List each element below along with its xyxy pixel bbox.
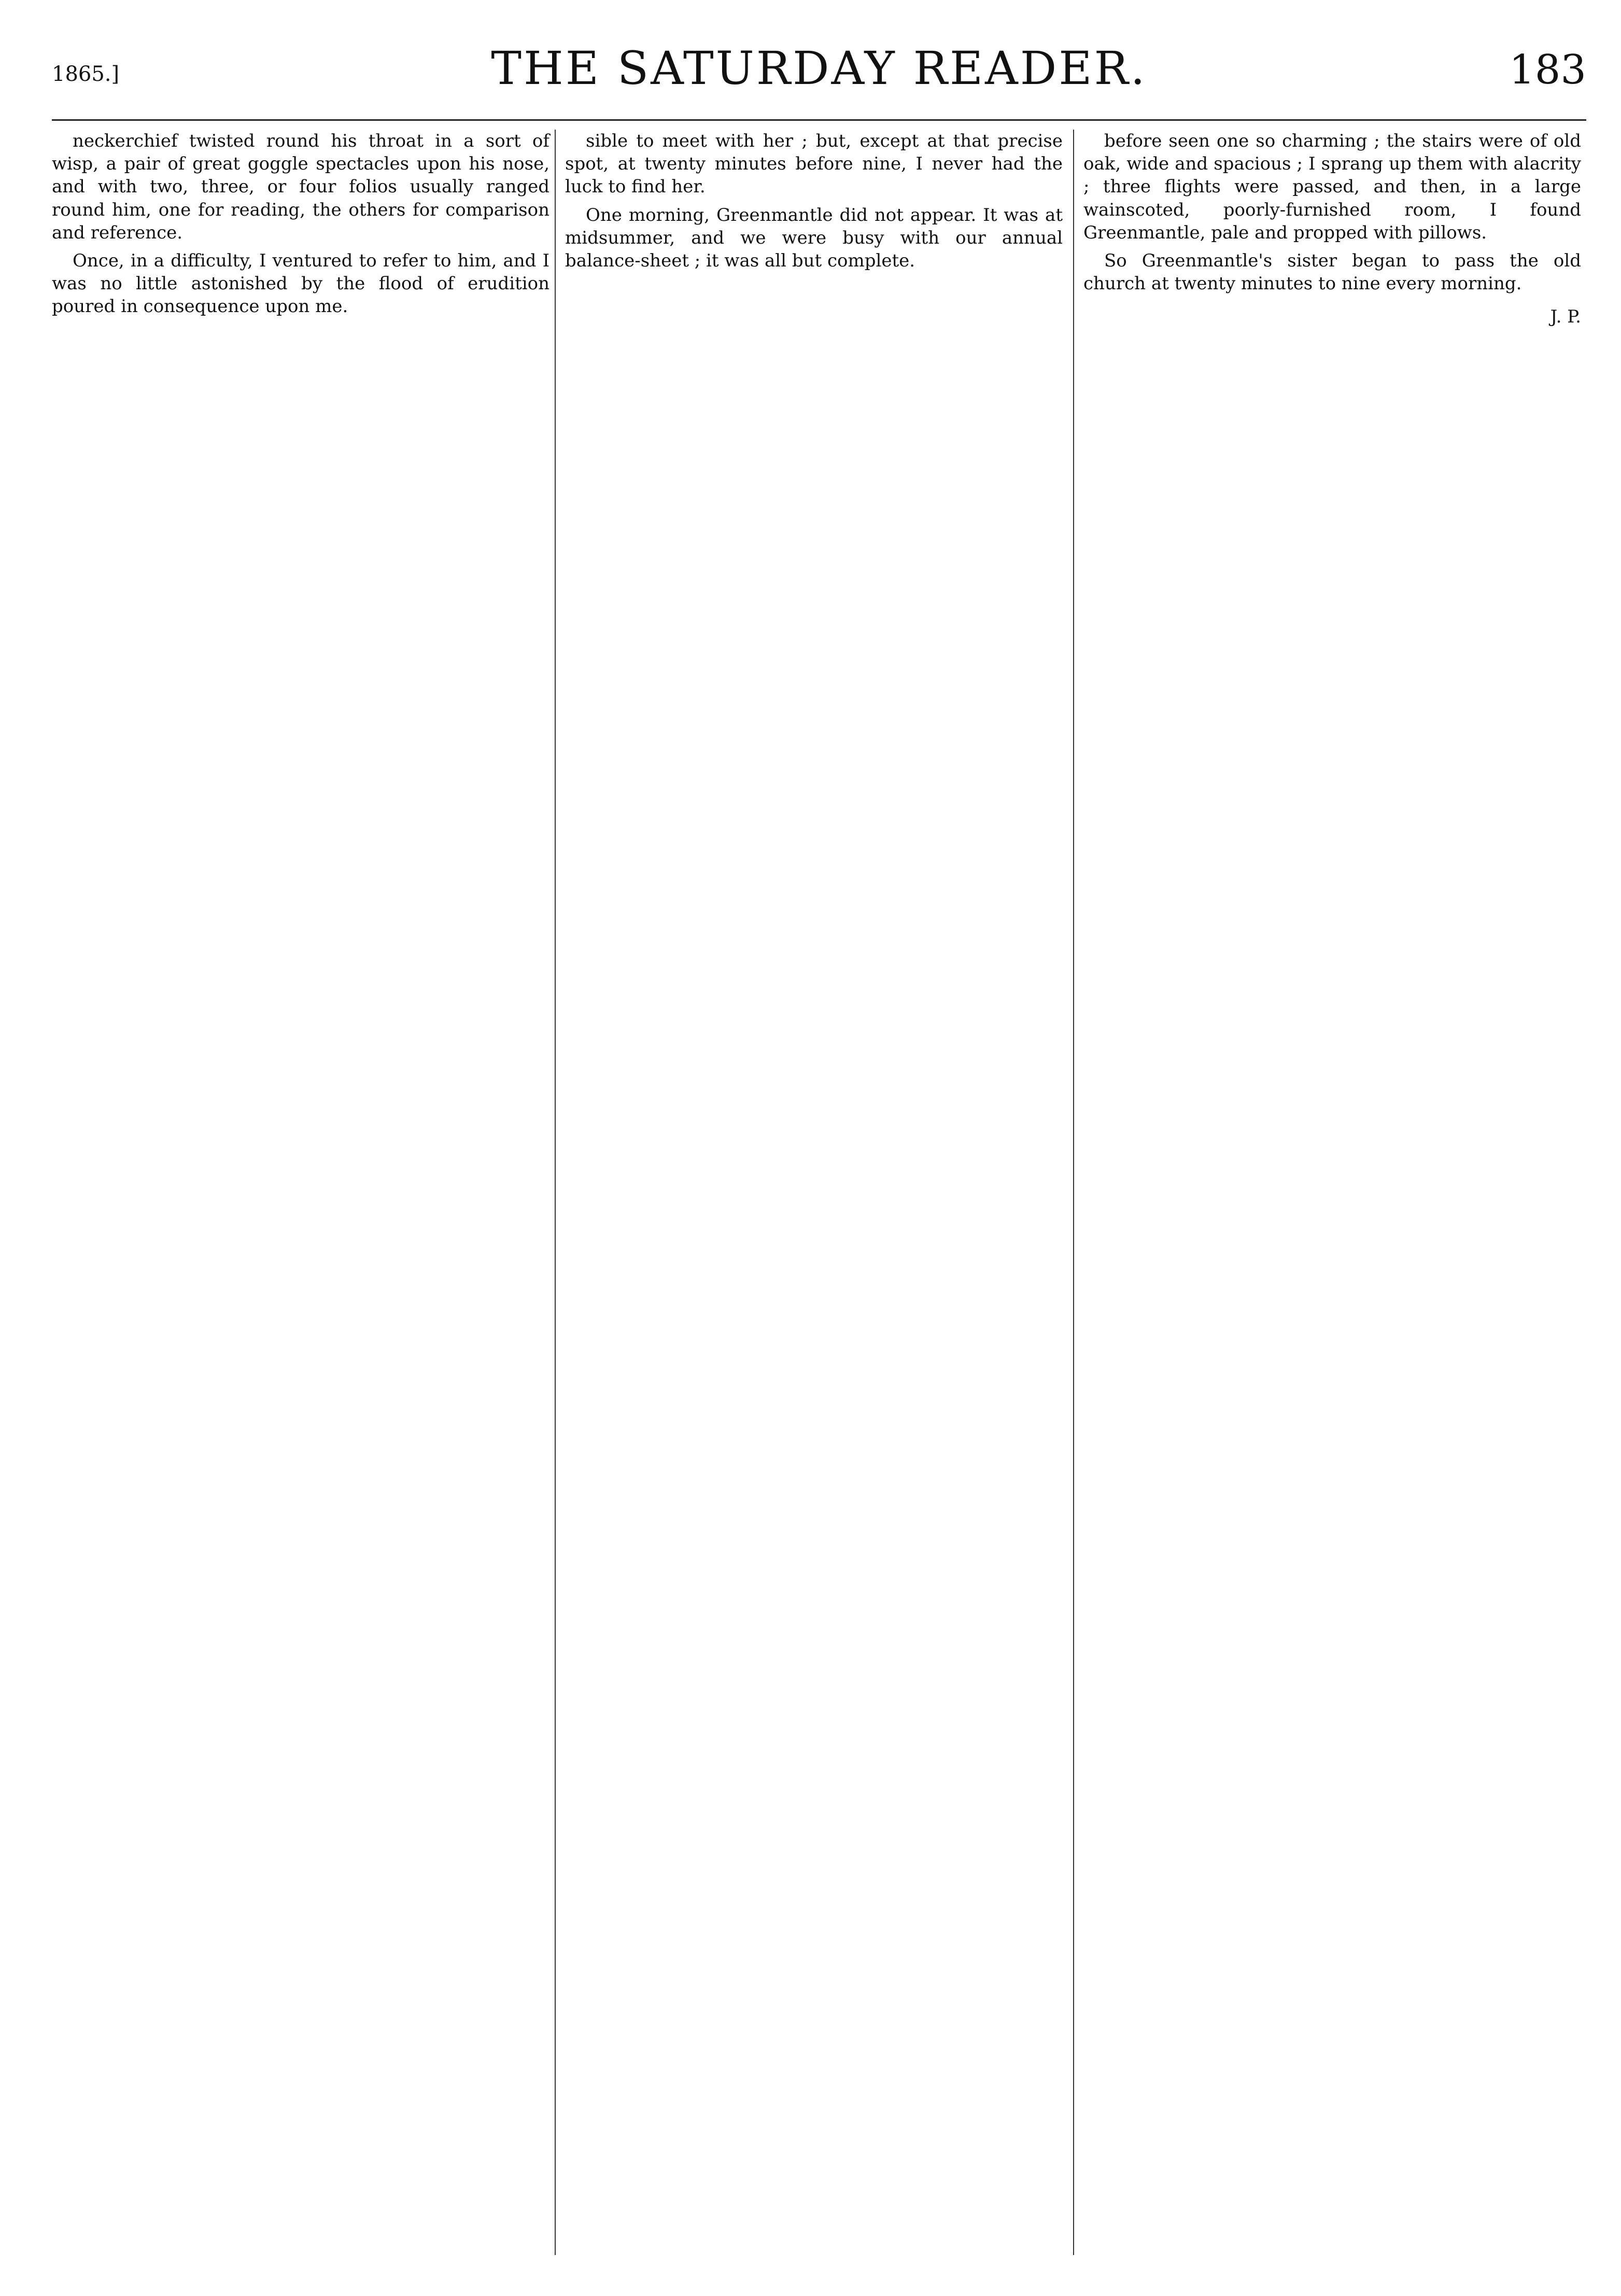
column-divider <box>1073 130 1074 2255</box>
author-byline: J. P. <box>1550 306 1581 328</box>
paragraph: before seen one so charming ; the stairs were of old oak, wide and spacious ; I sprang up them with alacrity ; three flights were passed, and then, in a large wainscoted, poorly-furnished room, I found Greenmantle, pale and propped with pillows. <box>1083 131 1581 243</box>
publication-title: THE SATURDAY READER. <box>491 41 1147 95</box>
header-rule <box>52 119 1586 121</box>
column-1 <box>52 130 549 323</box>
page-number: 183 <box>1509 47 1586 93</box>
paragraph: One morning, Greenmantle did not appear. It was at midsummer, and we were busy with our annual balance-sheet ; it was all but complete. <box>565 204 1063 271</box>
column-2 <box>565 130 1063 277</box>
column-3 <box>1083 130 1581 329</box>
masthead <box>52 41 1586 119</box>
column-divider <box>555 130 556 2255</box>
paragraph: So Greenmantle's sister began to pass the old church at twenty minutes to nine every morning. <box>1083 250 1581 294</box>
paragraph: sible to meet with her ; but, except at that precise spot, at twenty minutes before nine, I never had the luck to find her. <box>565 131 1063 198</box>
issue-year: 1865.] <box>52 62 120 86</box>
paragraph: Once, in a difficulty, I ventured to refer to him, and I was no little astonished by the flood of erudition poured in consequence upon me. <box>52 250 549 317</box>
paragraph: neckerchief twisted round his throat in a sort of wisp, a pair of great goggle spectacles upon his nose, and with two, three, or four folios usually ranged round him, one for reading, the others for comparison and reference. <box>52 131 549 243</box>
